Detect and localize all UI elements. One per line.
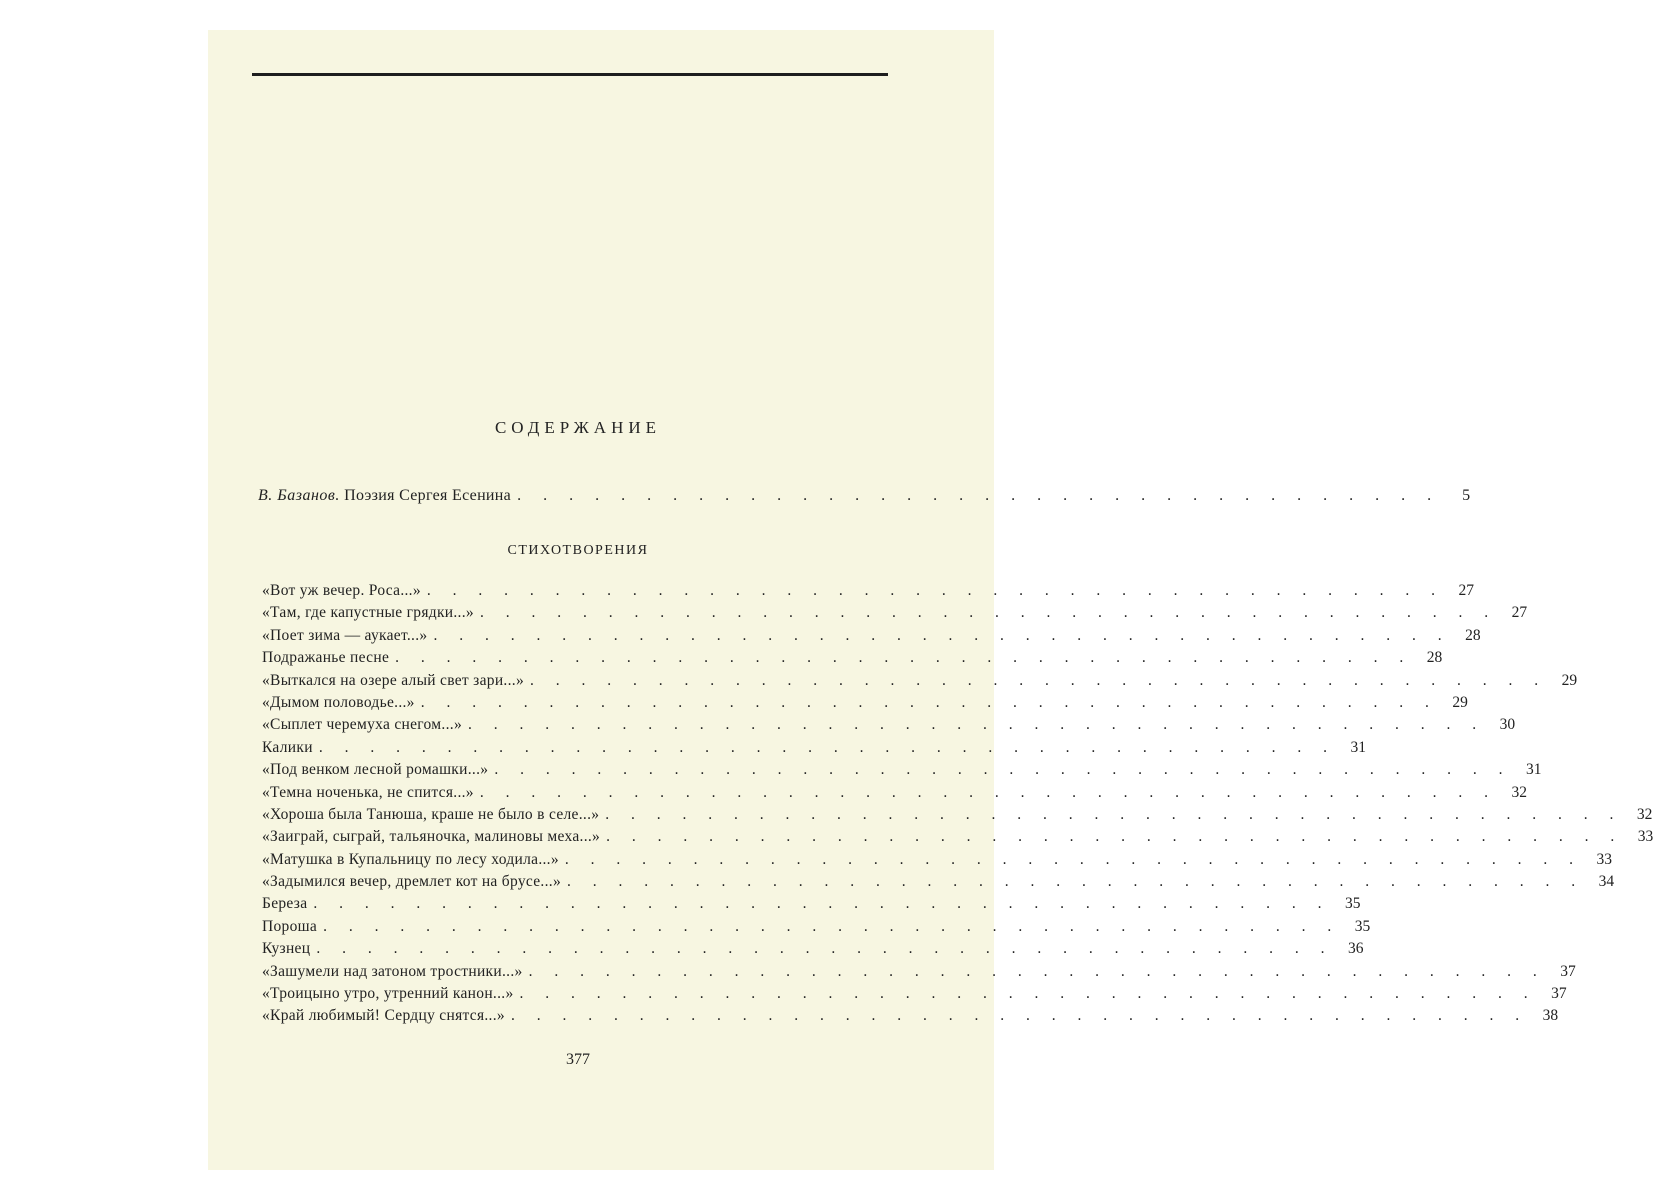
contents-heading: СОДЕРЖАНИЕ [494,418,662,437]
dot-leader: . . . . . . . . . . . . . . . . . . . . . . . . . . . . . . . . . . . . . . . . [323,917,1341,935]
dot-leader: . . . . . . . . . . . . . . . . . . . . . . . . . . . . . . . . . . . . . . . . [530,671,1548,689]
dot-leader: . . . . . . . . . . . . . . . . . . . . . . . . . . . . . . . . . . . . [517,487,1441,504]
page-number-footer: 377 [566,1051,590,1068]
dot-leader: . . . . . . . . . . . . . . . . . . . . . . . . . . . . . . . . . . . . . . . . [318,738,1336,756]
contents-entry [262,626,1481,649]
entry-page-number: 32 [1636,805,1653,823]
book-page [208,30,1653,1170]
contents-entry [262,805,1653,828]
entry-page-number: 32 [1511,783,1527,801]
contents-entry [262,582,1475,604]
dot-leader: . . . . . . . . . . . . . . . . . . . . . . . . . . . . . . . . . . . . . . . . [479,783,1497,801]
contents-entry [262,985,1567,1007]
contents-entry [262,828,1653,850]
contents-entry [262,962,1576,985]
entry-page-number: 27 [1458,582,1475,599]
entry-page-number: 36 [1347,940,1364,958]
dot-leader: . . . . . . . . . . . . . . . . . . . . . . . . . . . . . . . . . . . . . . . . [420,693,1438,711]
entry-title: «Под венком лесной ромашки...» [262,761,489,779]
entry-page-number: 35 [1345,895,1361,913]
dot-leader: . . . . . . . . . . . . . . . . . . . . . . . . . . . . . . . . . . . . . . . . [494,761,1512,779]
entry-page-number: 28 [1465,626,1481,644]
entry-title: «Зашумели над затоном тростники...» [262,962,523,980]
dot-leader: . . . . . . . . . . . . . . . . . . . . . . . . . . . . . . . . . . . . . . . . [395,649,1413,667]
entry-title: «Задымился вечер, дремлет кот на брусе...» [262,873,561,891]
contents-entry [262,940,1364,962]
dot-leader: . . . . . . . . . . . . . . . . . . . . . . . . . . . . . . . . . . . . . . . . [605,805,1623,823]
entry-title: «Хороша была Танюша, краше не было в селе...» [262,805,600,823]
entry-page-number: 29 [1452,693,1468,711]
dot-leader: . . . . . . . . . . . . . . . . . . . . . . . . . . . . . . . . . . . . . . . . [468,716,1486,734]
dot-leader: . . . . . . . . . . . . . . . . . . . . . . . . . . . . . . . . . . . . . . . . [316,940,1334,958]
dot-leader: . . . . . . . . . . . . . . . . . . . . . . . . . . . . . . . . . . . . . . . . [528,962,1546,980]
entry-page-number: 31 [1350,738,1366,756]
entry-title: «Заиграй, сыграй, тальяночка, малиновы меха...» [262,828,601,846]
entry-title: Подражанье песне [262,649,390,667]
entry-title: «Вот уж вечер. Роса...» [262,582,421,599]
entry-title: Кузнец [262,940,311,958]
intro-entry-title [258,487,511,505]
contents-entry [262,604,1528,626]
dot-leader: . . . . . . . . . . . . . . . . . . . . . . . . . . . . . . . . . . . . . . . . [606,828,1624,846]
entry-page-number: 33 [1596,850,1613,868]
entry-title: «Темна ноченька, не спится...» [262,783,474,801]
entry-title: «Край любимый! Сердцу снятся...» [262,1007,505,1025]
entry-page-number: 37 [1560,962,1576,980]
intro-title: Поэзия Сергея Есенина [344,487,512,504]
dot-leader: . . . . . . . . . . . . . . . . . . . . . . . . . . . . . . . . . . . . . . . . [433,626,1451,644]
dot-leader: . . . . . . . . . . . . . . . . . . . . . . . . . . . . . . . . . . . . . . . . [510,1007,1529,1025]
entry-page-number: 33 [1637,828,1653,846]
entry-title: «Сыплет черемуха снегом...» [262,716,462,734]
dot-leader: . . . . . . . . . . . . . . . . . . . . . . . . . . . . . . . . . . . . . . . . [519,985,1537,1003]
contents-entry [262,783,1527,806]
contents-entry [262,716,1516,738]
entry-page-number: 34 [1598,873,1615,891]
contents-entry [262,671,1578,694]
entry-title: «Троицыно утро, утренний канон...» [262,985,514,1003]
contents-entry [262,917,1371,940]
entry-page-number: 31 [1525,761,1542,779]
entry-title: «Дымом половодье...» [262,693,415,711]
intro-entry [258,487,1471,509]
contents-entry [262,738,1366,761]
contents-entry [262,850,1613,873]
contents-entry [262,649,1443,671]
entry-page-number: 27 [1511,604,1528,622]
top-rule [252,73,888,76]
contents-list [208,582,1653,1030]
dot-leader: . . . . . . . . . . . . . . . . . . . . . . . . . . . . . . . . . . . . . . . . [564,850,1583,868]
entry-page-number: 28 [1426,649,1443,667]
entry-title: «Матушка в Купальницу по лесу ходила...» [262,850,559,868]
contents-entry [262,873,1615,895]
entry-title: Береза [262,895,308,913]
contents-entry [262,761,1542,783]
intro-page-number: 5 [1462,487,1471,504]
dot-leader: . . . . . . . . . . . . . . . . . . . . . . . . . . . . . . . . . . . . . . . . [479,604,1498,622]
entry-title: «Выткался на озере алый свет зари...» [262,671,525,689]
entry-title: «Поет зима — аукает...» [262,626,428,644]
intro-author: В. Базанов. [258,487,340,504]
entry-page-number: 30 [1499,716,1516,734]
dot-leader: . . . . . . . . . . . . . . . . . . . . . . . . . . . . . . . . . . . . . . . . [567,873,1585,891]
contents-entry [262,1007,1559,1029]
entry-page-number: 29 [1561,671,1578,689]
entry-page-number: 38 [1542,1007,1559,1025]
entry-page-number: 35 [1354,917,1371,935]
entry-page-number: 37 [1551,985,1567,1003]
contents-entry [262,895,1361,917]
dot-leader: . . . . . . . . . . . . . . . . . . . . . . . . . . . . . . . . . . . . . . . . [313,895,1331,913]
contents-entry [262,693,1468,716]
entry-title: Пороша [262,917,318,935]
entry-title: Калики [262,738,313,756]
dot-leader: . . . . . . . . . . . . . . . . . . . . . . . . . . . . . . . . . . . . . . . . [426,582,1445,599]
section-heading: СТИХОТВОРЕНИЯ [507,543,649,558]
entry-title: «Там, где капустные грядки...» [262,604,474,622]
